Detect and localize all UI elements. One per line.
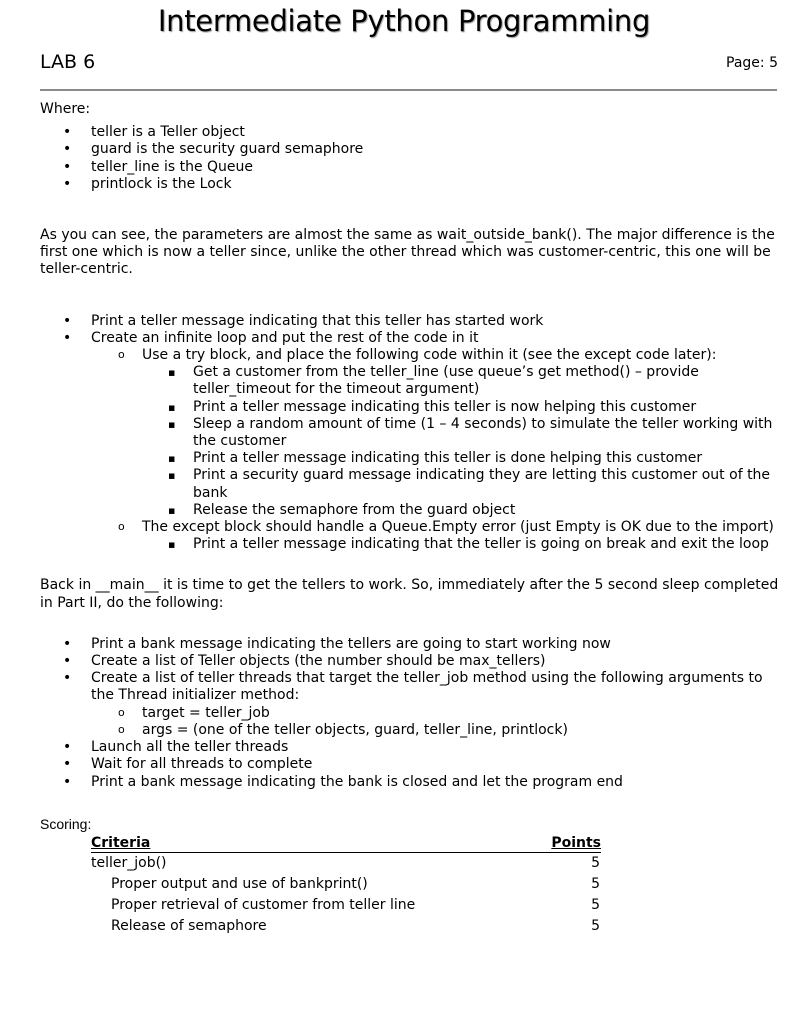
list-item: ▪ Get a customer from the teller_line (use queue’s get method() – provide teller_timeout for the timeout argument) [142, 364, 785, 398]
list-item [40, 330, 785, 554]
list-item: • printlock is the Lock [40, 176, 785, 193]
criteria-cell: Proper output and use of bankprint() [111, 875, 368, 892]
list-item: • Launch all the teller threads [40, 739, 785, 756]
table-row [91, 895, 601, 916]
list-item: ▪ Sleep a random amount of time (1 – 4 seconds) to simulate the teller working with the customer [142, 416, 785, 450]
list-item-text: The except block should handle a Queue.Empty error (just Empty is OK due to the import) [142, 519, 774, 536]
points-cell: 5 [591, 917, 600, 934]
list-item [91, 519, 785, 553]
header-divider [40, 89, 777, 91]
list-item: o args = (one of the teller objects, guard, teller_line, printlock) [91, 722, 785, 739]
table-row [91, 874, 601, 895]
table-header-row [91, 835, 601, 853]
list-item: ▪ Print a security guard message indicating they are letting this customer out of the bank [142, 467, 785, 501]
list-item: ▪ Print a teller message indicating this teller is done helping this customer [142, 450, 785, 467]
list-item: • Print a bank message indicating the bank is closed and let the program end [40, 774, 785, 791]
lab-number: LAB 6 [40, 51, 96, 73]
points-header: Points [533, 835, 601, 853]
document-title: Intermediate Python Programming [157, 4, 651, 38]
criteria-cell: Release of semaphore [111, 917, 267, 934]
where-list [40, 124, 785, 193]
table-row [91, 916, 601, 937]
list-item: • guard is the security guard semaphore [40, 141, 785, 158]
criteria-cell: teller_job() [91, 854, 167, 871]
list-item-text: Create an infinite loop and put the rest of the code in it [91, 329, 479, 346]
thread-args-sublist [91, 705, 785, 739]
page-number: Page: 5 [726, 55, 778, 71]
try-sublist [142, 364, 785, 519]
scoring-label: Scoring: [40, 815, 92, 832]
points-cell: 5 [591, 875, 600, 892]
criteria-header: Criteria [91, 835, 533, 853]
table-row [91, 852, 601, 874]
list-item [91, 347, 785, 519]
list-item: • Wait for all threads to complete [40, 756, 785, 773]
scoring-table [91, 835, 601, 937]
paragraph-parameters: As you can see, the parameters are almost the same as wait_outside_bank(). The major difference is the first one which is now a teller since, unlike the other thread which was customer-centric, this one will be teller-centric. [40, 227, 775, 278]
points-cell: 5 [591, 854, 600, 871]
list-item-text: Create a list of teller threads that target the teller_job method using the following arguments to the Thread initializer method: [91, 670, 763, 704]
list-item: ▪ Release the semaphore from the guard object [142, 502, 785, 519]
criteria-cell: Proper retrieval of customer from teller line [111, 896, 416, 913]
list-item: • Print a bank message indicating the tellers are going to start working now [40, 636, 785, 653]
where-label: Where: [40, 101, 91, 117]
main-steps [40, 636, 785, 791]
list-item: ▪ Print a teller message indicating that the teller is going on break and exit the loop [142, 536, 785, 553]
list-item: • Create a list of Teller objects (the number should be max_tellers) [40, 653, 785, 670]
list-item: ▪ Print a teller message indicating this teller is now helping this customer [142, 399, 785, 416]
list-item [40, 670, 785, 739]
document-body [40, 98, 785, 937]
loop-sublist [91, 347, 785, 553]
list-item-text: Use a try block, and place the following code within it (see the except code later): [142, 347, 717, 364]
except-sublist [142, 536, 785, 553]
list-item: • Print a teller message indicating that this teller has started work [40, 313, 785, 330]
points-cell: 5 [591, 896, 600, 913]
list-item: • teller is a Teller object [40, 124, 785, 141]
list-item: • teller_line is the Queue [40, 159, 785, 176]
teller-job-steps [40, 313, 785, 554]
list-item: o target = teller_job [91, 705, 785, 722]
paragraph-main: Back in __main__ it is time to get the tellers to work. So, immediately after the 5 second sleep completed in Part II, do the following: [40, 577, 779, 611]
